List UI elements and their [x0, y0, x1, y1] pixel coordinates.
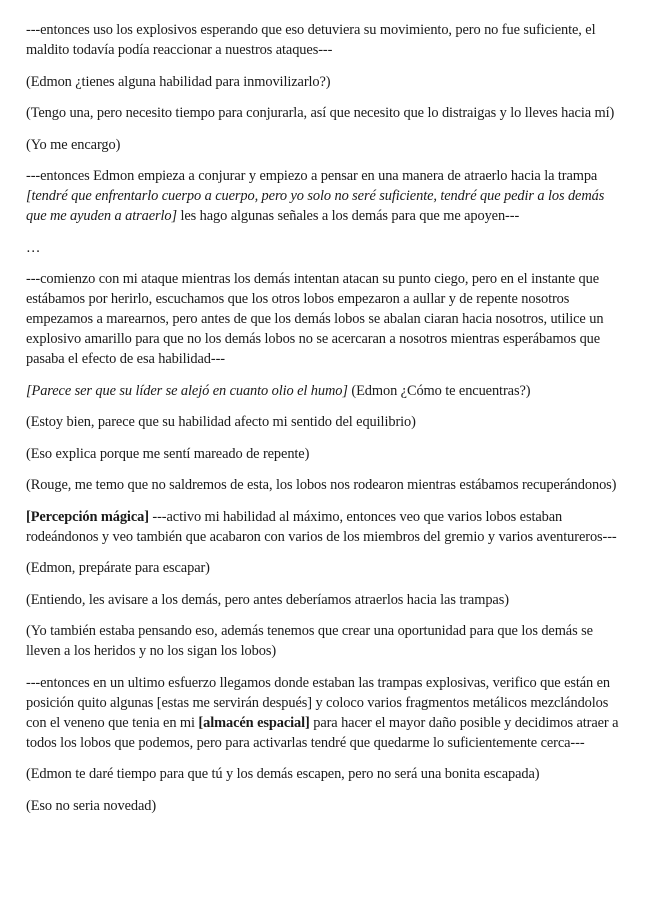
paragraph-text: … [26, 239, 41, 256]
paragraph-text: (Yo me encargo) [26, 136, 121, 153]
paragraph-text: (Eso no seria novedad) [26, 797, 157, 814]
paragraph-text: (Tengo una, pero necesito tiempo para conjurarla, así que necesito que lo distraigas y lo lleves hacia mí) [26, 105, 615, 121]
paragraph-text: ---entonces uso los explosivos esperando que eso detuviera su movimiento, pero no fue suficiente, el maldito todavía podía reaccionar a nuestros ataques--- [26, 22, 596, 58]
document-paragraph [26, 475, 626, 495]
paragraph-text: (Edmon ¿Cómo te encuentras?) [347, 382, 531, 399]
document-paragraph [26, 166, 626, 226]
document-paragraph [26, 444, 626, 464]
paragraph-text: les hago algunas señales a los demás para que me apoyen--- [176, 208, 520, 224]
document-page [26, 20, 626, 827]
document-paragraph [26, 673, 626, 753]
italic-thought: [Parece ser que su líder se alejó en cuanto olio el humo] [26, 382, 348, 399]
bold-term: [Percepción mágica] [26, 508, 149, 525]
document-paragraph [26, 590, 626, 610]
document-paragraph [26, 381, 626, 401]
paragraph-text: (Rouge, me temo que no saldremos de esta, los lobos nos rodearon mientras estábamos recuperándonos) [26, 477, 617, 493]
paragraph-text: ---comienzo con mi ataque mientras los demás intentan atacan su punto ciego, pero en el instante que estábamos por herirlo, escuchamos que los otros lobos empezaron a aullar y de repente nosotros empezamos a marearnos, pero antes de que los demás lobos se abalan ciaran hacia nosotros, utilice un explosivo amarillo para que no los demás lobos no se acercaran a nosotros mientras esperábamos que pasaba el efecto de esa habilidad--- [26, 271, 604, 367]
paragraph-text: (Edmon te daré tiempo para que tú y los demás escapen, pero no será una bonita escapada) [26, 766, 540, 782]
paragraph-text: (Yo también estaba pensando eso, además tenemos que crear una oportunidad para que los demás se lleven a los heridos y no los sigan los lobos) [26, 623, 593, 659]
paragraph-text: (Estoy bien, parece que su habilidad afecto mi sentido del equilibrio) [26, 414, 416, 430]
document-paragraph [26, 621, 626, 661]
document-paragraph [26, 238, 626, 258]
paragraph-text: (Entiendo, les avisare a los demás, pero antes deberíamos atraerlos hacia las trampas) [26, 591, 509, 608]
document-paragraph [26, 558, 626, 578]
paragraph-text: ---entonces en un ultimo esfuerzo llegamos donde estaban las trampas explosivas, verifico que están en posición quito algunas [estas me servirán después] y coloco varios fragmentos metálicos mezclándolos con el veneno que tenia en mi [26, 674, 611, 731]
paragraph-text: ---activo mi habilidad al máximo, entonces veo que varios lobos estaban rodeándonos y veo también que acabaron con varios de los miembros del gremio y varios aventureros--- [26, 508, 617, 545]
paragraph-text: (Edmon, prepárate para escapar) [26, 560, 210, 576]
document-paragraph [26, 796, 626, 816]
document-paragraph [26, 269, 626, 369]
document-paragraph [26, 20, 626, 60]
paragraph-text: ---entonces Edmon empieza a conjurar y empiezo a pensar en una manera de atraerlo hacia la trampa [26, 168, 598, 184]
document-paragraph [26, 103, 626, 123]
paragraph-text: para hacer el mayor daño posible y decidimos atraer a todos los lobos que podemos, pero para activarlas tendré que quedarme lo suficientemente cerca--- [26, 714, 619, 751]
document-paragraph [26, 135, 626, 155]
bold-term: [almacén espacial] [198, 714, 310, 731]
document-paragraph [26, 72, 626, 92]
paragraph-text: (Edmon ¿tienes alguna habilidad para inmovilizarlo?) [26, 73, 331, 90]
document-paragraph [26, 764, 626, 784]
document-paragraph [26, 507, 626, 547]
document-paragraph [26, 412, 626, 432]
paragraph-text: (Eso explica porque me sentí mareado de repente) [26, 445, 310, 462]
italic-thought: [tendré que enfrentarlo cuerpo a cuerpo, pero yo solo no seré suficiente, tendré que pedir a los demás que me ayuden a atraerlo] [26, 188, 605, 224]
